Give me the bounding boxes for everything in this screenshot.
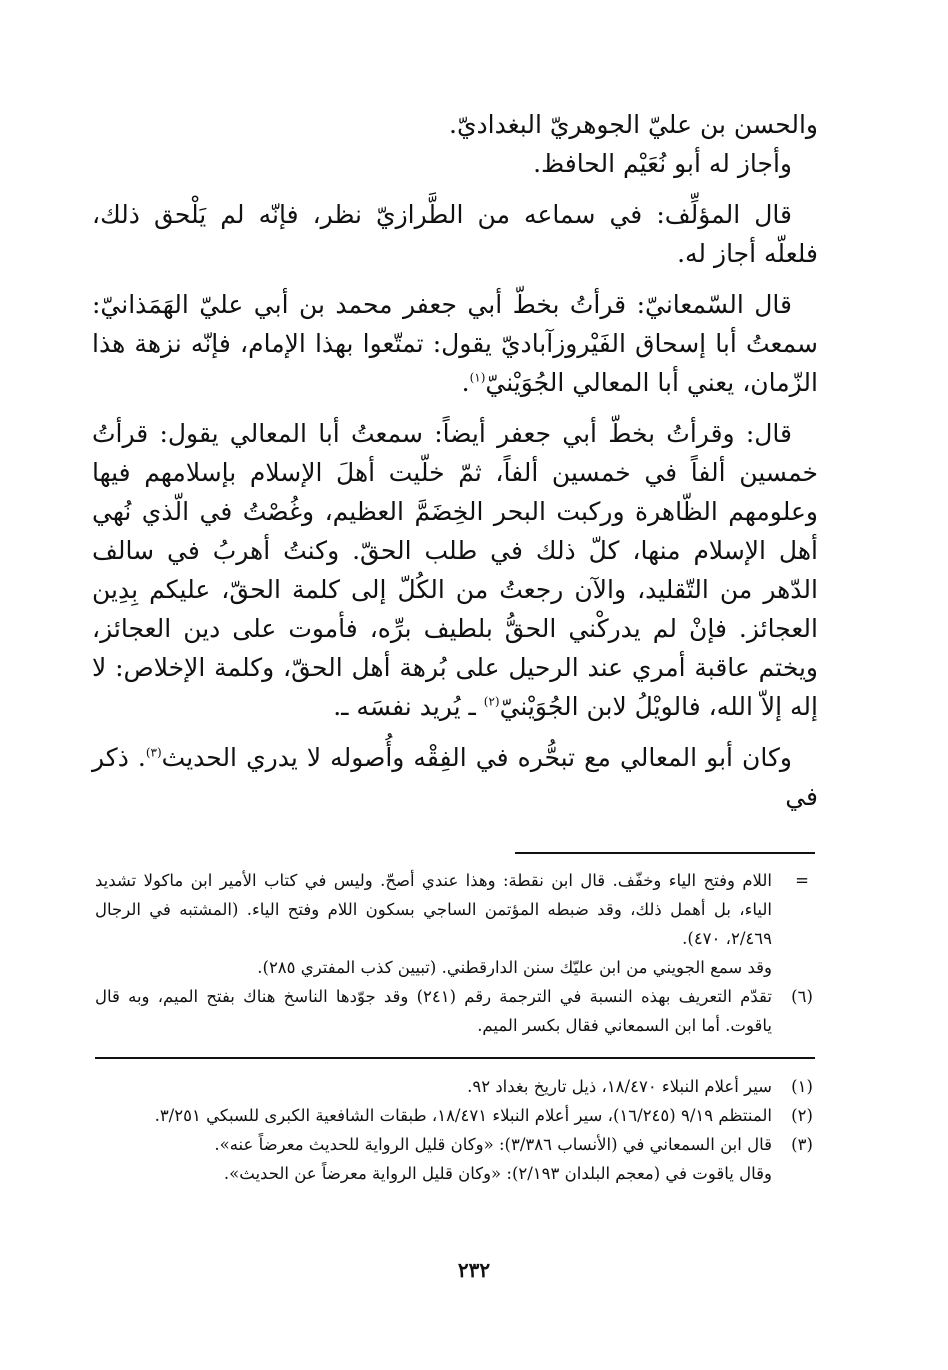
continuation-text: اللام وفتح الياء وخفّف. قال ابن نقطة: وهذا عندي أصحّ. وليس في كتاب الأمير ابن ماكولا تشديد الياء، بل أهمل ذلك، وقد ضبطه المؤتمن الساجي بسكون اللام وفتح الياء. (المشتبه في الرجال ٢/٤٦٩، ٤٧٠). xyxy=(95,871,772,948)
paragraph-6 xyxy=(92,738,818,816)
page-number: ٢٣٢ xyxy=(457,1258,491,1282)
footnote-3-text-2: وقال ياقوت في (معجم البلدان ٢/١٩٣): «وكان قليل الرواية معرضاً عن الحديث». xyxy=(223,1164,772,1183)
footnote-3-number: (٣) xyxy=(791,1135,813,1154)
footnote-separator-2 xyxy=(95,1057,815,1059)
continued-footnotes xyxy=(95,866,820,1040)
footnote-2-number: (٢) xyxy=(791,1106,813,1125)
footnote-1-number: (١) xyxy=(791,1077,813,1096)
footnote-1 xyxy=(95,1072,820,1101)
main-text xyxy=(92,105,818,816)
paragraph-3: قال المؤلِّف: في سماعه من الطَّرازيّ نظر، فإنّه لم يَلْحق ذلك، فلعلّه أجاز له. xyxy=(92,200,818,268)
footnote-ref-3: (٣) xyxy=(145,745,162,760)
paragraph-5-text: قال: وقرأتُ بخطّ أبي جعفر أيضاً: سمعتُ أبا المعالي يقول: قرأتُ خمسين ألفاً في خمسين ألفاً، ثمّ خلّيت أهلَ الإسلام بإسلامهم فيها وعلومهم الظّاهرة وركبت البحر الخِضَمَّ العظيم، وغُصْتُ في الّذي نُهي أهل الإسلام منها، كلّ ذلك في طلب الحقّ. وكنتُ أهربُ في سالف الدّهر من التّقليد، والآن رجعتُ من الكُلّ إلى كلمة الحقّ، عليكم بِدِين العجائز. فإنْ لم يدركْني الحقُّ بلطيف برِّه، فأموت على دين العجائز، ويختم عاقبة أمري عند الرحيل على بُرهة أهل الحقّ، وكلمة الإخلاص: لا إله إلاّ الله، فالويْلُ لابن الجُوَيْنيّ xyxy=(92,419,818,721)
footnote-ref-1: (١) xyxy=(469,370,486,385)
footnote-2 xyxy=(95,1101,820,1130)
paragraph-4 xyxy=(92,285,818,402)
footnote-3-text: قال ابن السمعاني في (الأنساب ٣/٣٨٦): «وكان قليل الرواية للحديث معرضاً عنه». xyxy=(214,1135,772,1154)
paragraph-6-text: وكان أبو المعالي مع تبحُّره في الفِقْه وأُصوله لا يدري الحديث xyxy=(161,743,792,772)
paragraph-6-end: . ذكر في xyxy=(92,743,818,811)
footnote-6-text: تقدّم التعريف بهذه النسبة في الترجمة رقم (٢٤١) وقد جوّدها الناسخ هناك بفتح الميم، وبه قال ياقوت. أما ابن السمعاني فقال بكسر الميم. xyxy=(95,987,772,1035)
footnote-1-text: سير أعلام النبلاء ١٨/٤٧٠، ذيل تاريخ بغداد ٩٢. xyxy=(467,1077,772,1096)
footnote-2-text: المنتظم ٩/١٩ (١٦/٢٤٥)، سير أعلام النبلاء ١٨/٤٧١، طبقات الشافعية الكبرى للسبكي ٣/٢٥١. xyxy=(154,1106,772,1125)
footnote-continuation xyxy=(95,866,820,982)
paragraph-1: والحسن بن عليّ الجوهريّ البغداديّ. xyxy=(449,110,818,139)
paragraph-2: وأجاز له أبو نُعَيْم الحافظ. xyxy=(533,149,792,178)
footnotes xyxy=(95,1072,820,1188)
paragraph-5 xyxy=(92,414,818,726)
footnote-6-number: (٦) xyxy=(791,987,813,1006)
continuation-text-2: وقد سمع الجويني من ابن عليّك سنن الدارقطني. (تبيين كذب المفتري ٢٨٥). xyxy=(257,958,772,977)
footnote-3 xyxy=(95,1130,820,1188)
footnote-ref-2: (٢) xyxy=(483,694,500,709)
paragraph-4-text: قال السّمعانيّ: قرأتُ بخطّ أبي جعفر محمد بن أبي عليّ الهَمَذانيّ: سمعتُ أبا إسحاق الفَيْروزآباديّ يقول: تمتّعوا بهذا الإمام، فإنّه نزهة هذا الزّمان، يعني أبا المعالي الجُوَيْنيّ xyxy=(92,290,818,397)
paragraph-5-end: ـ يُريد نفسَه ـ. xyxy=(333,692,476,721)
footnote-6 xyxy=(95,982,820,1040)
paragraph-4-end: . xyxy=(461,368,470,397)
continuation-marker: = xyxy=(795,871,809,890)
footnote-separator-1 xyxy=(515,852,815,854)
